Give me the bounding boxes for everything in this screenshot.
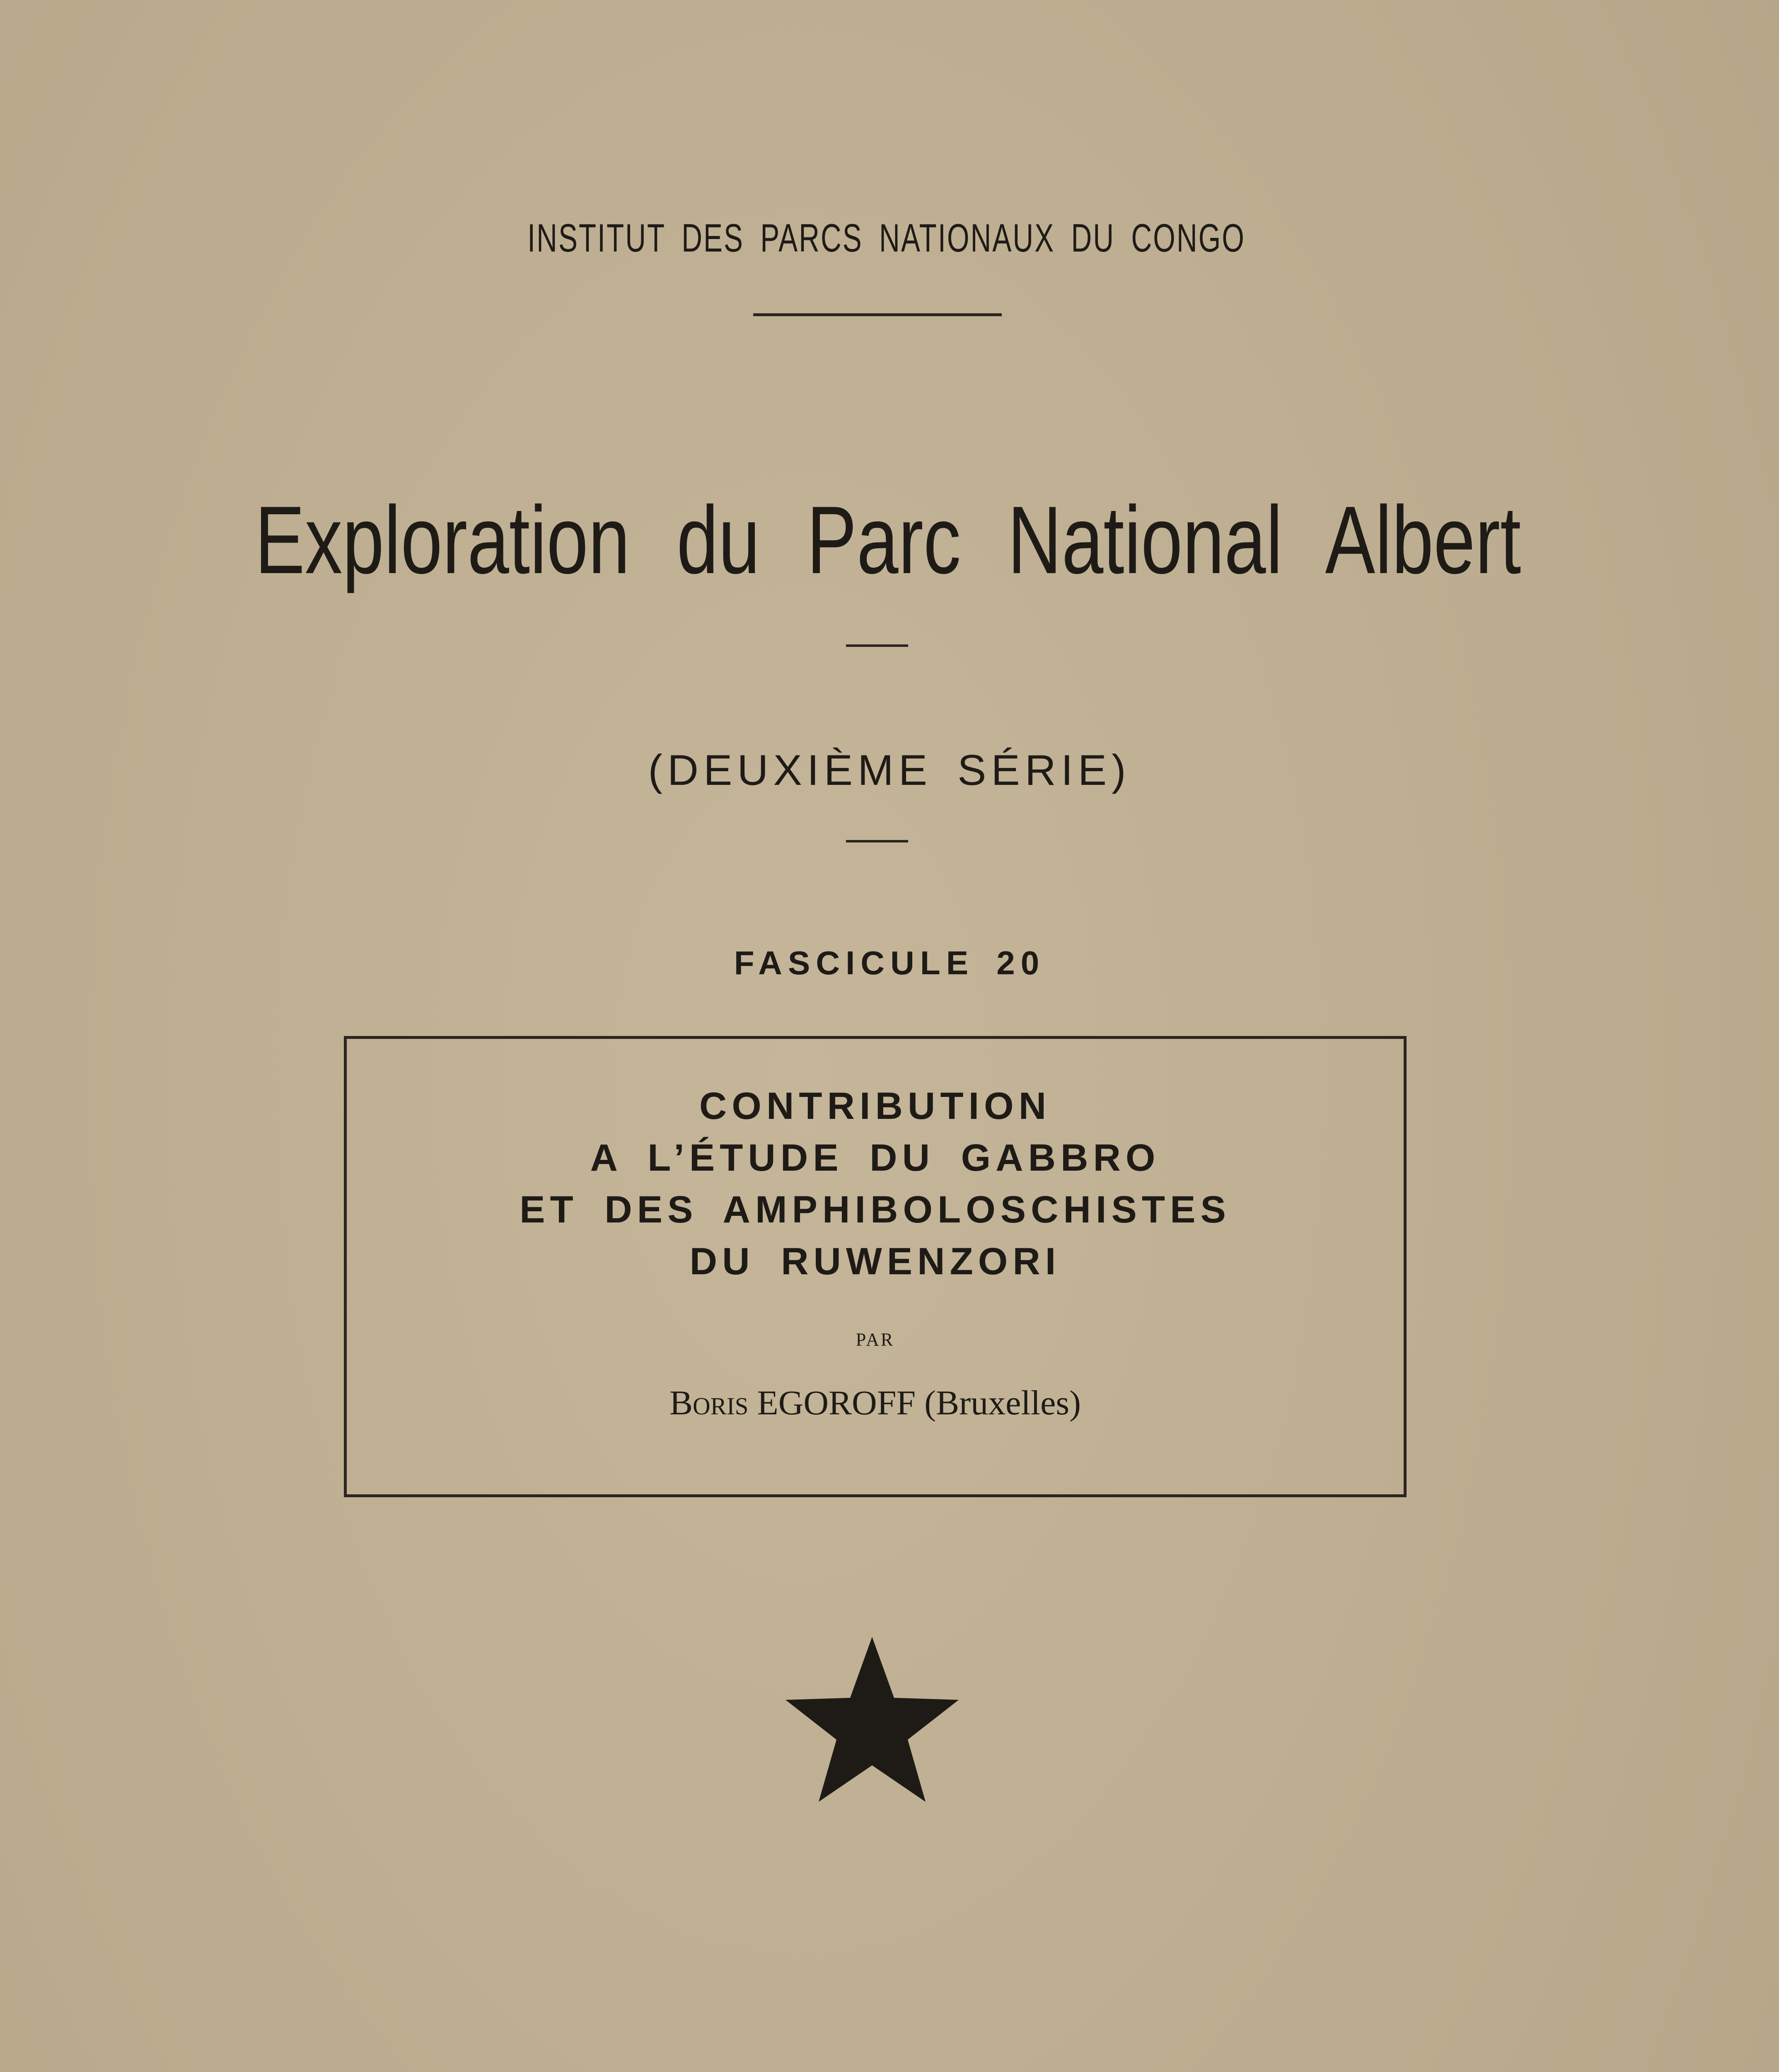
divider-rule [753,313,1002,316]
series-title: Exploration du Parc National Albert [255,487,1521,594]
author-first-name: Boris [669,1384,749,1422]
series-subtitle: (DEUXIÈME SÉRIE) [648,746,1131,794]
author-location: (Bruxelles) [924,1384,1081,1422]
title-line: DU RUWENZORI [689,1240,1061,1283]
fascicule-number: FASCICULE 20 [734,944,1045,981]
institute-name: INSTITUT DES PARCS NATIONAUX DU CONGO [527,216,1245,260]
divider-rule [846,644,908,647]
by-label: PAR [856,1329,895,1350]
title-line: ET DES AMPHIBOLOSCHISTES [520,1188,1231,1231]
title-box [344,1036,1407,1497]
title-line: CONTRIBUTION [699,1085,1051,1127]
title-line: A L’ÉTUDE DU GABBRO [590,1137,1160,1179]
star-icon [769,1633,976,1815]
divider-rule [846,840,908,842]
author-last-name: EGOROFF [757,1384,916,1422]
author-line [347,1383,1404,1423]
